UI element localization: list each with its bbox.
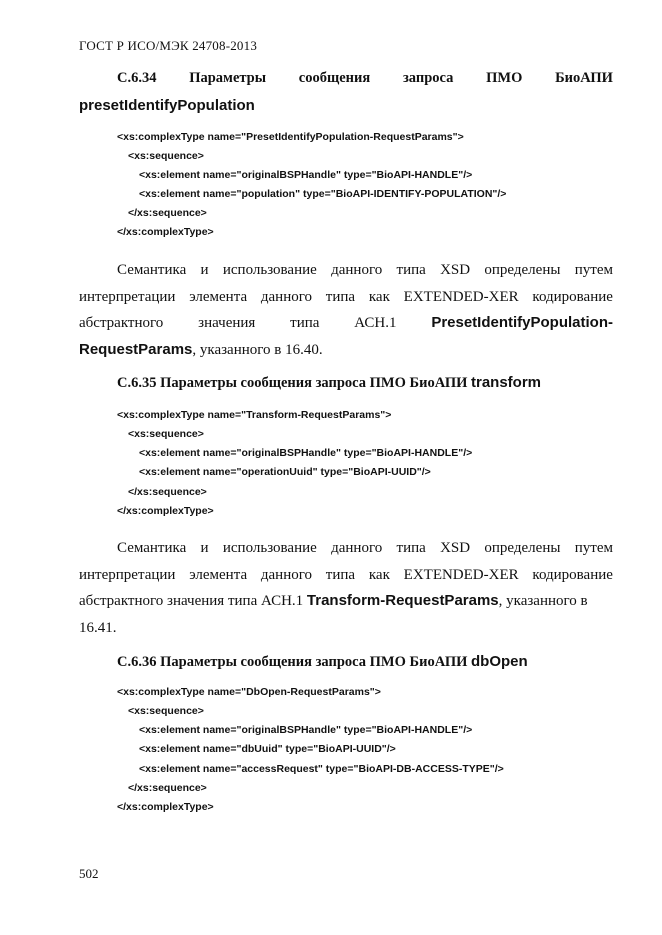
para-word: типа (396, 262, 426, 278)
code-line: <xs:element name="population" type="BioAPI-IDENTIFY-POPULATION"/> (139, 188, 507, 200)
code-line: <xs:element name="originalBSPHandle" type="BioAPI-HANDLE"/> (139, 447, 473, 459)
heading-text: С.6.36 Параметры сообщения запроса ПМО БиоАПИ (117, 654, 471, 670)
code-line: </xs:sequence> (128, 782, 207, 794)
section-634-heading-name: presetIdentifyPopulation (79, 97, 255, 114)
para-word: использование (222, 262, 317, 278)
code-line: <xs:element name="accessRequest" type="BioAPI-DB-ACCESS-TYPE"/> (139, 763, 504, 775)
para-word: путем (574, 540, 613, 556)
code-line: <xs:element name="originalBSPHandle" type="BioAPI-HANDLE"/> (139, 169, 473, 181)
heading-word: запроса (402, 70, 454, 86)
code-line: <xs:element name="dbUuid" type="BioAPI-UUID"/> (139, 743, 396, 755)
code-line: <xs:complexType name="DbOpen-RequestParams"> (117, 686, 381, 698)
para-word: значения (198, 315, 256, 331)
heading-name: transform (471, 374, 542, 391)
para-word: XSD (440, 262, 471, 278)
section-635-heading (117, 374, 541, 392)
para-word: типа (325, 566, 356, 583)
para-word: типа (396, 540, 426, 556)
section-634-heading (117, 70, 613, 87)
para-word: АСН.1 (354, 315, 397, 331)
para-word: как (368, 288, 390, 305)
para-word: XSD (440, 540, 471, 556)
type-reference: PresetIdentifyPopulation- (431, 314, 613, 331)
heading-word: БиоАПИ (555, 70, 613, 86)
code-line: <xs:element name="originalBSPHandle" type="BioAPI-HANDLE"/> (139, 724, 473, 736)
code-line: <xs:complexType name="Transform-RequestParams"> (117, 409, 392, 421)
para-word: абстрактного (79, 315, 164, 331)
para-word: типа (290, 315, 320, 331)
para-word: элемента (189, 566, 248, 583)
para-text: абстрактного значения типа АСН.1 (79, 593, 307, 609)
para-word: путем (574, 262, 613, 278)
para-text: , указанного в 16.40. (192, 341, 323, 358)
code-line: <xs:element name="operationUuid" type="BioAPI-UUID"/> (139, 466, 431, 478)
para-word: кодирование (532, 566, 613, 583)
para-word: EXTENDED-XER (403, 566, 519, 583)
heading-name: dbOpen (471, 653, 528, 670)
section-635-paragraph (79, 535, 613, 641)
para-word: EXTENDED-XER (403, 288, 519, 305)
section-636-heading (117, 653, 528, 671)
para-word: как (368, 566, 390, 583)
page-number: 502 (79, 866, 99, 881)
code-line: <xs:complexType name="PresetIdentifyPopulation-RequestParams"> (117, 131, 464, 143)
para-word: и (200, 540, 209, 556)
heading-text: С.6.35 Параметры сообщения запроса ПМО БиоАПИ (117, 375, 471, 391)
type-reference: Transform-RequestParams (306, 592, 499, 609)
section-634-paragraph (79, 257, 613, 363)
code-line: <xs:sequence> (128, 428, 204, 440)
para-word: Семантика (117, 540, 187, 556)
code-line: </xs:complexType> (117, 226, 214, 238)
heading-word: С.6.34 (117, 70, 157, 86)
para-word: использование (222, 540, 317, 556)
heading-word: Параметры (189, 70, 267, 86)
para-word: определены (484, 262, 561, 278)
heading-word: сообщения (298, 70, 371, 86)
code-line: </xs:complexType> (117, 505, 214, 517)
para-word: кодирование (532, 288, 613, 305)
para-word: интерпретации (79, 288, 176, 305)
document-header: ГОСТ Р ИСО/МЭК 24708-2013 (79, 38, 258, 53)
code-line: <xs:sequence> (128, 705, 204, 717)
para-word: интерпретации (79, 566, 176, 583)
code-line: </xs:sequence> (128, 486, 207, 498)
code-line: </xs:sequence> (128, 207, 207, 219)
para-word: данного (260, 288, 313, 305)
code-line: </xs:complexType> (117, 801, 214, 813)
type-reference: RequestParams (79, 340, 193, 358)
para-word: данного (331, 262, 383, 278)
para-word: типа (325, 288, 356, 305)
heading-word: ПМО (486, 70, 523, 86)
para-word: Семантика (117, 262, 187, 278)
para-word: и (200, 262, 209, 278)
para-word: элемента (189, 288, 248, 305)
code-line: <xs:sequence> (128, 150, 204, 162)
para-word: данного (331, 540, 383, 556)
para-text: , указанного в (498, 593, 588, 609)
para-text: 16.41. (79, 619, 117, 636)
para-word: данного (260, 566, 313, 583)
para-word: определены (484, 540, 561, 556)
